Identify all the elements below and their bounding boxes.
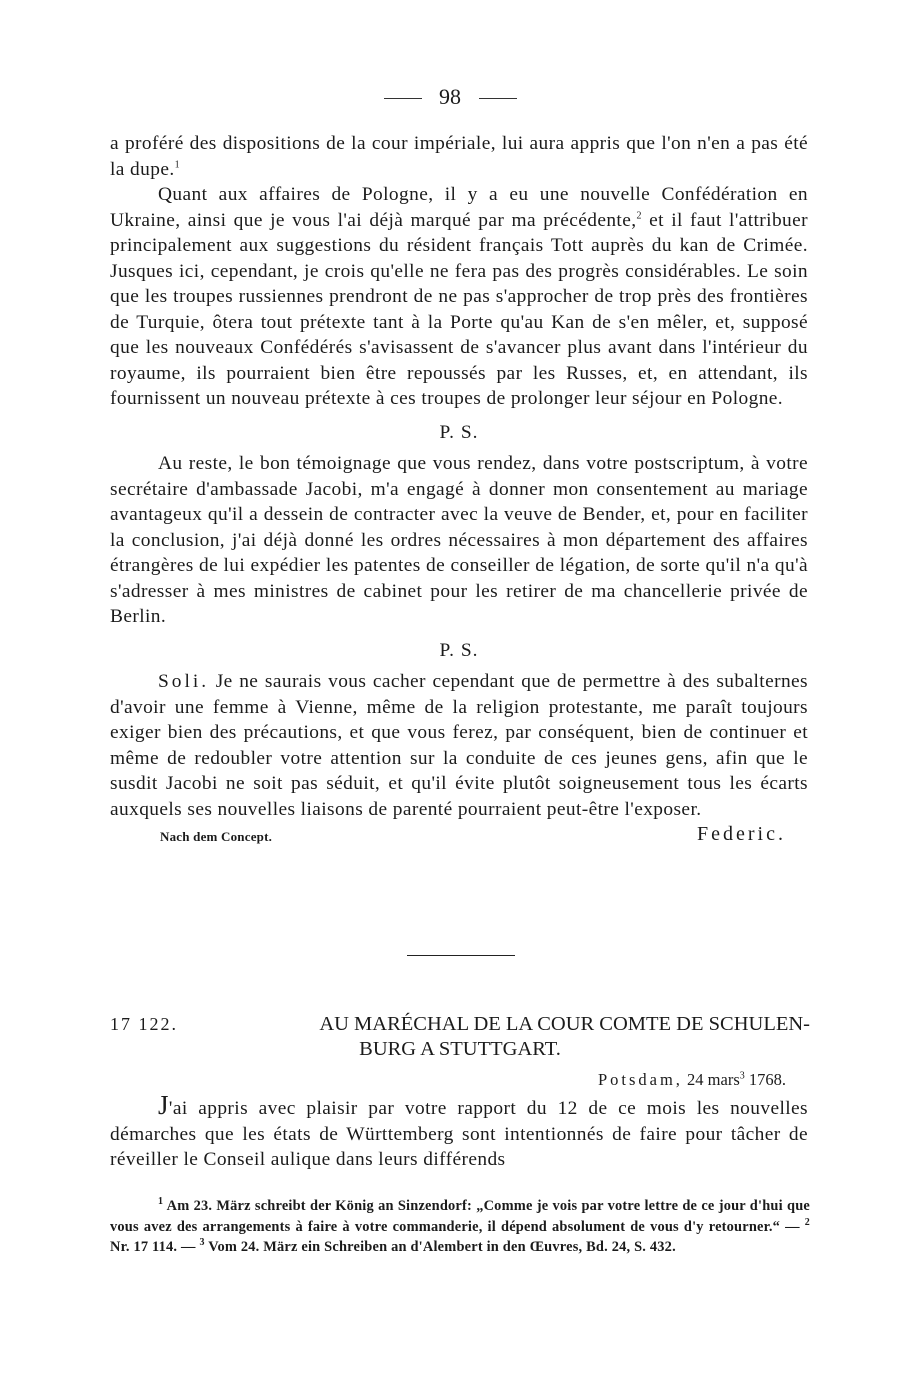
initial-letter: J [158,1090,169,1120]
letter-body [110,131,808,848]
paragraph-pologne: Quant aux affaires de Pologne, il y a eu une nouvelle Confédération en Ukraine, ainsi que je vous l'ai déjà marqué par ma précédente,$^2$ et il faut l'attribuer principalement aux suggestions du résident français Tott auprès du kan de Crimée. Jusques ici, cependant, je crois qu'elle ne fera pas des progrès considérables. Le soin que les troupes russiennes prendront de ne pas s'approcher de trop près des frontières de Turquie, ôtera tout prétexte tant à la Porte qu'au Kan de s'en mêler, et, supposé que les nouveaux Confédérés s'avisassent de s'avancer plus avant dans l'intérieur du royaume, ils pourraient bien être repoussés par les Russes, et, en attendant, ils fournissent un nouveau prétexte à ces troupes de prolonger leur séjour en Pologne. [110,184,808,409]
date-day: 24 mars [687,1070,740,1089]
footnote-ref-2: 2 [636,210,642,222]
footnote-ref-3: 3 [739,1070,745,1082]
place: Potsdam, [597,1070,683,1089]
section-divider [407,955,515,956]
letter-number: 17 122. [110,1014,178,1034]
footnotes [110,1196,810,1258]
soli-label: Soli. [158,671,210,692]
paragraph-continuation: a proféré des dispositions de la cour impériale, lui aura appris que l'on n'en a pas été la dupe.$^1$ [110,133,808,180]
place-date [598,1070,786,1090]
footnote-3: Vom 24. März ein Schreiben an d'Alembert in den Œuvres, Bd. 24, S. 432. [208,1239,676,1255]
letter-heading [110,1012,810,1062]
signature: Federic. [697,823,786,845]
postscript-2: Soli. Je ne saurais vous cacher cependant que de permettre à des subalternes d'avoir une femme à Vienne, même de la religion protestante, me paraît toujours exiger bien des précautions, et que vous ferez, par conséquent, bien de continuer et même de redoubler votre attention sur la conduite de ces jeunes gens, afin que le susdit Jacobi ne soit pas séduit, et qu'il évite plutôt soigneusement tous les écarts auxquels ses nouvelles liaisons de parenté pourraient peut-être l'exposer. [110,671,808,820]
letter-17122-text: 'ai appris avec plaisir par votre rapport du 12 de ce mois les nouvelles démarches que les états de Württemberg sont intentionnés de faire pour tâcher de réveiller le Conseil aulique dans leurs différends [110,1098,808,1170]
page-number: 98 [439,84,461,109]
postscript-1: Au reste, le bon témoignage que vous rendez, dans votre postscriptum, à votre secrétaire d'ambassade Jacobi, m'a engagé à donner mon consentement au mariage avantageux qu'il a dessein de contracter avec la veuve de Bender, et, pour en faciliter la conclusion, j'ai déjà donné les ordres nécessaires à mon département des affaires étrangères de lui expédier les patentes de conseiller de légation, de sorte qu'il n'a qu'à s'adresser à mes ministres de cabinet pour les retirer de ma chancellerie privée de Berlin. [110,453,808,627]
header-dash-right [479,98,517,99]
postscript-label-2: P. S. [439,639,479,661]
footnote-2: Nr. 17 114. [110,1239,178,1255]
letter-17122-body [110,1090,808,1173]
footnote-block: $^1$ Am 23. März schreibt der König an Sinzendorf: „Comme je vois par votre lettre de ce jour d'hui que vous avez des arrangements à faire à votre commanderie, il dépend absolument de vous d'y retourner.“ — $^2$ Nr. 17 114. — $^3$ Vom 24. März ein Schreiben an d'Alembert in den Œuvres, Bd. 24, S. 432. [110,1196,810,1255]
source-note: Nach dem Concept. [160,829,273,844]
header-dash-left [384,98,422,99]
postscript-label-1: P. S. [439,421,479,443]
page-header [0,84,900,110]
letter-title-line-1: AU MARÉCHAL DE LA COUR COMTE DE SCHULEN- [319,1013,810,1035]
date-year: 1768. [748,1070,786,1089]
closing-line [110,822,808,848]
letter-title-line-2: BURG A STUTTGART. [359,1038,561,1060]
footnote-1: Am 23. März schreibt der König an Sinzendorf: „Comme je vois par votre lettre de ce jour d'hui que vous avez des arrangements à faire à votre commanderie, il dépend absolument de vous d'y retourner.“ [110,1198,810,1235]
footnote-ref-1: 1 [174,159,180,171]
